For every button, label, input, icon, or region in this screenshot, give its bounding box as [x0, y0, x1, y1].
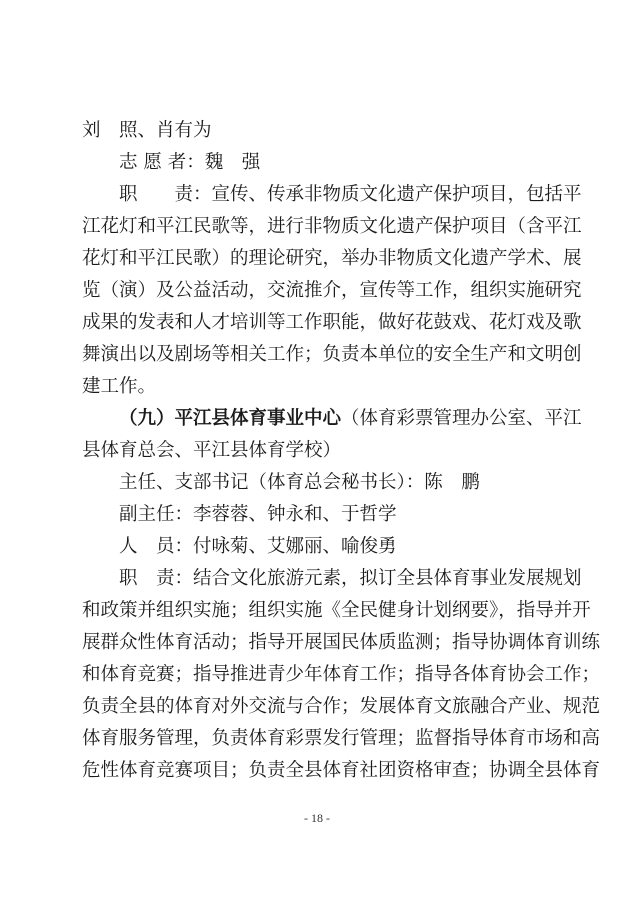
text-line-sport-duties-4: 和体育竞赛；指导推进青少年体育工作；指导各体育协会工作； [82, 664, 601, 685]
text-line-duties-7: 建工作。 [82, 376, 157, 397]
text-line-sport-duties-5: 负责全县的体育对外交流与合作；发展体育文旅融合产业、规范 [82, 696, 601, 717]
text-line-volunteer: 志 愿 者：魏 强 [119, 152, 261, 173]
text-line-sport-duties-2: 和政策并组织实施；组织实施《全民健身计划纲要》，指导并开 [82, 600, 591, 621]
text-line-duties-2: 江花灯和平江民歌等，进行非物质文化遗产保护项目（含平江 [82, 216, 582, 237]
text-line-aliases-cont: 县体育总会、平江县体育学校） [82, 440, 342, 461]
text-line-sport-duties-1: 职 责：结合文化旅游元素，拟订全县体育事业发展规划 [119, 568, 582, 589]
section-heading: （九）平江县体育事业中心 [119, 408, 342, 429]
text-line-duties-6: 舞演出以及剧场等相关工作；负责本单位的安全生产和文明创 [82, 344, 582, 365]
text-line-sport-duties-3: 展群众性体育活动；指导开展国民体质监测；指导协调体育训练 [82, 632, 601, 653]
text-line-staff: 人 员：付咏菊、艾娜丽、喻俊勇 [119, 536, 397, 557]
text-line-duties-4: 览（演）及公益活动，交流推介，宣传等工作，组织实施研究 [82, 280, 582, 301]
text-line-duties-1: 职 责：宣传、传承非物质文化遗产保护项目，包括平 [119, 184, 582, 205]
section-heading-line [119, 405, 582, 432]
text-line-duties-5: 成果的发表和人才培训等工作职能，做好花鼓戏、花灯戏及歌 [82, 312, 582, 333]
text-line-duties-3: 花灯和平江民歌）的理论研究，举办非物质文化遗产学术、展 [82, 248, 582, 269]
text-line-sport-duties-6: 体育服务管理，负责体育彩票发行管理；监督指导体育市场和高 [82, 728, 601, 749]
page-number: - 18 - [304, 811, 330, 825]
text-line-deputy-director: 副主任：李蓉蓉、钟永和、于哲学 [119, 504, 397, 525]
text-line-continuation-names: 刘 照、肖有为 [82, 120, 212, 141]
text-line-sport-duties-7: 危性体育竞赛项目；负责全县体育社团资格审查；协调全县体育 [82, 760, 601, 781]
text-line-director: 主任、支部书记（体育总会秘书长）：陈 鹏 [119, 472, 480, 493]
section-heading-aliases: （体育彩票管理办公室、平江 [341, 408, 582, 429]
